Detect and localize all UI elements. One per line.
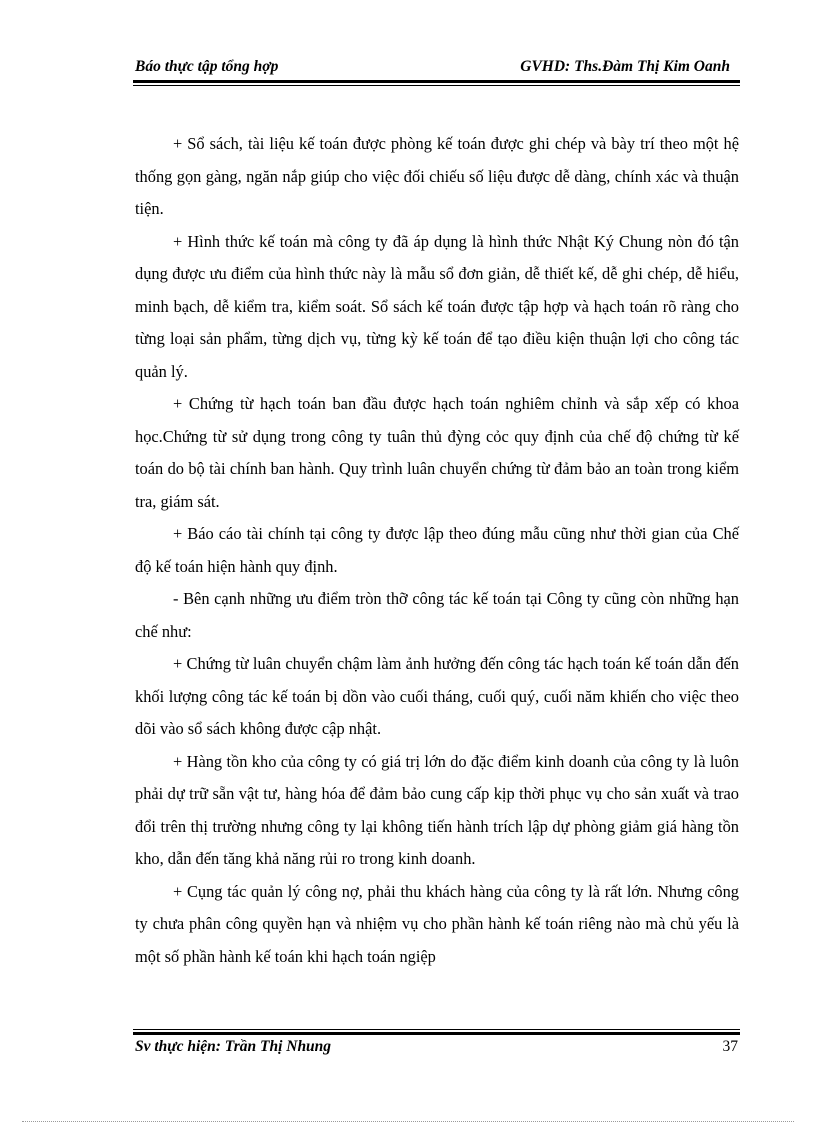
paragraph: + Hình thức kế toán mà công ty đã áp dụng là hình thức Nhật Ký Chung nòn đó tận dụng được ưu điểm của hình thức này là mẫu sổ đơn giản, dễ thiết kế, dễ ghi chép, dễ hiểu, minh bạch, dễ kiểm tra, kiểm soát. Sổ sách kế toán được tập hợp và hạch toán rõ ràng cho từng loại sản phẩm, từng dịch vụ, từng kỳ kế toán để tạo điều kiện thuận lợi cho công tác quản lý.	[135, 231, 739, 381]
footer-student-name: Sv thực hiện: Trần Thị Nhung	[135, 1038, 332, 1055]
body-text	[135, 128, 739, 973]
footer-rule-thin	[133, 1029, 740, 1030]
page-number: 37	[722, 1038, 738, 1055]
footer-rule-thick	[133, 1032, 740, 1035]
header-rule-thick	[133, 80, 740, 83]
paragraph: - Bên cạnh những ưu điểm tròn thỡ công tác kế toán tại Công ty cũng còn những hạn chế như:	[135, 589, 739, 641]
header-rule-thin	[133, 85, 740, 86]
header-report-title: Báo thực tập tổng hợp	[135, 58, 279, 75]
paragraph: + Sổ sách, tài liệu kế toán được phòng kế toán được ghi chép và bày trí theo một hệ thống gọn gàng, ngăn nắp giúp cho việc đối chiếu số liệu được dễ dàng, chính xác và thuận tiện.	[135, 134, 739, 218]
page-footer	[135, 1038, 740, 1060]
page-edge-divider	[22, 1121, 794, 1122]
paragraph: + Báo cáo tài chính tại công ty được lập theo đúng mẫu cũng như thời gian của Chế độ kế toán hiện hành quy định.	[135, 524, 739, 576]
paragraph: + Chứng từ luân chuyển chậm làm ảnh hưởng đến công tác hạch toán kế toán dẫn đến khối lượng công tác kế toán bị dồn vào cuối tháng, cuối quý, cuối năm khiến cho việc theo dõi vào sổ sách không được cập nhật.	[135, 654, 739, 738]
paragraph: + Hàng tồn kho của công ty có giá trị lớn do đặc điểm kinh doanh của công ty là luôn phải dự trữ sẵn vật tư, hàng hóa để đảm bảo cung cấp kịp thời phục vụ cho sản xuất và trao đổi trên thị trường nhưng công ty lại không tiến hành trích lập dự phòng giảm giá hàng tồn kho, dẫn đến tăng khả năng rủi ro trong kinh doanh.	[135, 751, 739, 868]
paragraph: + Chứng từ hạch toán ban đầu được hạch toán nghiêm chỉnh và sắp xếp có khoa học.Chứng từ sử dụng trong công ty tuân thủ đỳng cỏc quy định của chế độ chứng từ kế toán do bộ tài chính ban hành. Quy trình luân chuyển chứng từ đảm bảo an toàn trong kiểm tra, giám sát.	[135, 394, 739, 511]
header-supervisor: GVHD: Ths.Đàm Thị Kim Oanh	[520, 58, 730, 75]
paragraph: + Cụng tác quản lý công nợ, phải thu khách hàng của công ty là rất lớn. Nhưng công ty chưa phân công quyền hạn và nhiệm vụ cho phần hành kế toán riêng nào mà chủ yếu là một số phần hành kế toán khi hạch toán ngiệp	[135, 881, 739, 966]
page-header	[135, 56, 740, 80]
